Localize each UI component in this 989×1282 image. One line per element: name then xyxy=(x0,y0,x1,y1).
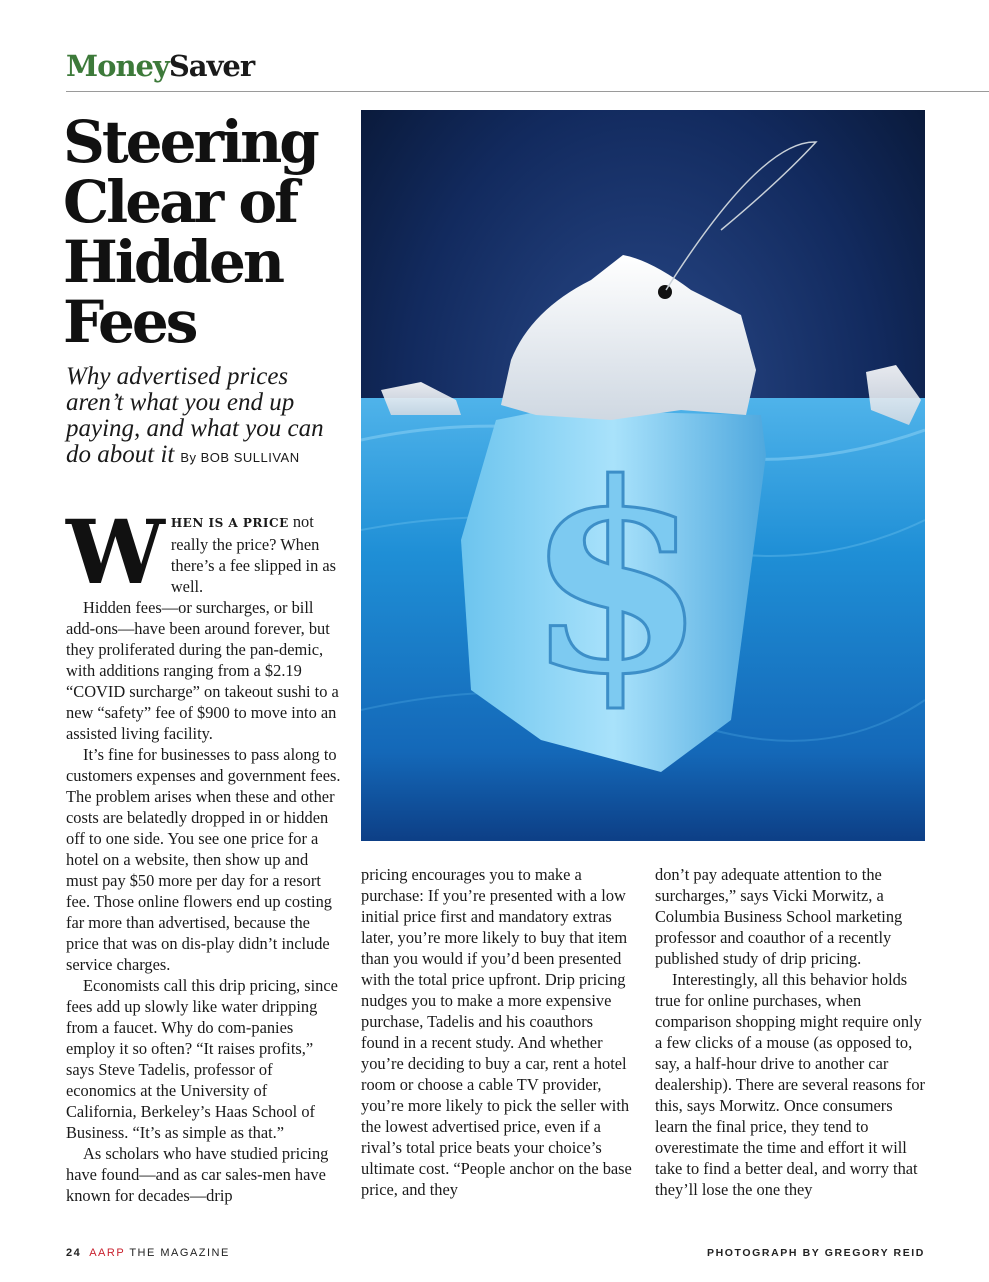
section-label-money: Money xyxy=(66,49,169,83)
headline-line: Clear of xyxy=(63,168,297,236)
lead-in-text: not really the price? When there’s a fee slipped in as well. xyxy=(170,512,337,596)
paragraph: Interestingly, all this behavior holds true for online purchases, when comparison shopping might require only a few clicks of a mouse (as opposed to, say, a half-hour drive to another car dealership). There are several reasons for this, says Morwitz. Once consumers learn the final price, they tend to overestimate the time and effort it will take to find a better deal, and worry that they’ll lose the one they xyxy=(655,970,926,1199)
paragraph: don’t pay adequate attention to the surcharges,” says Vicki Morwitz, a Columbia Business School marketing professor and coauthor of a recently published study of drip pricing. xyxy=(655,865,903,968)
paragraph: It’s fine for businesses to pass along to customers expenses and government fees. The problem arises when these and other costs are belatedly dropped in or hidden off to one side. You see one price for a hotel on a website, then show up and must pay $50 more per day for a resort fee. Those online flowers end up costing far more than advertised, because the price that was on dis-play didn’t include service charges. xyxy=(66,745,341,974)
paragraph: Economists call this drip pricing, since fees add up slowly like water dripping from a faucet. Why do com-panies employ it so often? “It raises profits,” says Steve Tadelis, professor of economics at the University of California, Berkeley’s Haas School of Business. “It’s as simple as that.” xyxy=(66,976,338,1142)
deck-text: Why advertised prices aren’t what you end up paying, and what you can do about it xyxy=(66,363,324,468)
publication-name: THE MAGAZINE xyxy=(124,1247,230,1259)
page-number: 24 xyxy=(66,1247,82,1259)
lead-in-caps: HEN IS A PRICE xyxy=(170,516,289,530)
byline: By BOB SULLIVAN xyxy=(180,450,300,465)
iceberg-price-tag-photo xyxy=(361,110,925,841)
article-headline xyxy=(63,108,353,356)
photo-credit: PHOTOGRAPH BY GREGORY REID xyxy=(707,1247,925,1259)
publication-brand: AARP xyxy=(89,1247,125,1259)
headline-line: Fees xyxy=(63,288,196,356)
body-column-2 xyxy=(361,864,633,1200)
svg-text:$: $ xyxy=(525,427,707,732)
paragraph: Hidden fees—or surcharges, or bill add-ons—have been around forever, but they proliferated during the pan-demic, with additions ranging from a $2.19 “COVID surcharge” on takeout sushi to a new “safety” fee of $900 to move into an assisted living facility. xyxy=(66,598,339,743)
headline-line: Hidden xyxy=(63,228,283,296)
headline-line: Steering xyxy=(63,108,317,176)
paragraph xyxy=(66,500,341,604)
top-divider xyxy=(66,91,989,92)
drop-cap: W xyxy=(66,500,163,604)
body-column-1 xyxy=(66,500,341,1206)
folio xyxy=(66,1247,230,1259)
paragraph: pricing encourages you to make a purchase: If you’re presented with a low initial price first and mandatory extras later, you’re more likely to buy that item than you would if you’d been presented with the total price upfront. Drip pricing nudges you to make a more expensive purchase, Tadelis and his coauthors found in a recent study. And whether you’re deciding to buy a car, rent a hotel room or choose a cable TV provider, you’re more likely to pick the seller with the lowest advertised price, even if a rival’s total price beats your choice’s ultimate cost. “People anchor on the base price, and they xyxy=(361,865,632,1199)
paragraph: As scholars who have studied pricing have found—and as car sales-men have known for decades—drip xyxy=(66,1144,329,1205)
section-label-saver: Saver xyxy=(168,49,255,83)
section-label xyxy=(66,46,254,86)
body-column-3 xyxy=(655,864,927,1200)
article-deck xyxy=(66,364,341,471)
